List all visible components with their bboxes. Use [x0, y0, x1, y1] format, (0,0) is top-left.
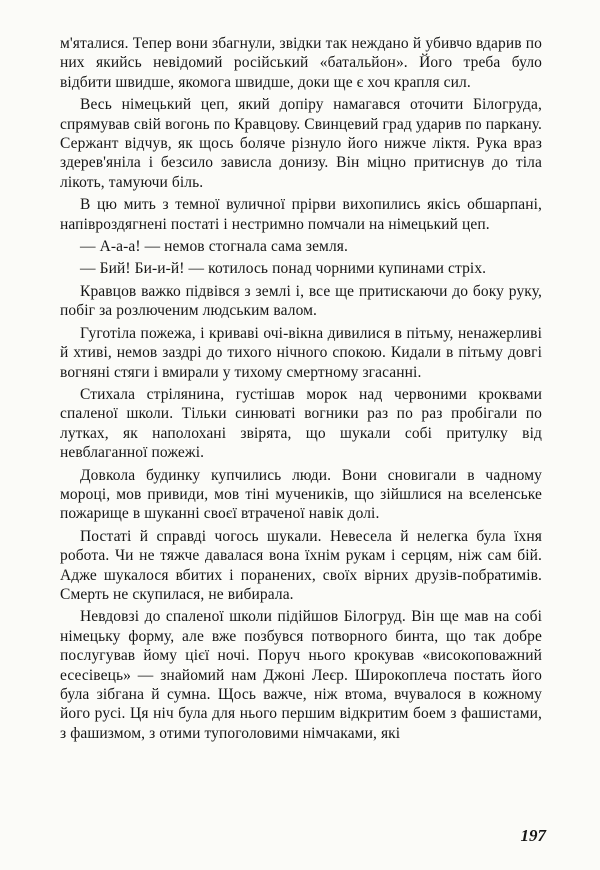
body-text [60, 34, 542, 746]
paragraph-11: Невдовзі до спаленої школи підійшов Білогруд. Він ще мав на собі німецьку форму, але вже позбувся потворного бинта, що так добре послугував йому цієї ночі. Поруч нього крокував «високоповажний есесівець» — знайомий нам Джоні Леєр. Широкоплеча постать його була зібгана й сумна. Щось важче, ніж втома, вчувалося в кожному його русі. Ця ніч була для нього першим відкритим боем з фашистами, з фашизмом, з отими тупоголовими німчаками, які [60, 608, 542, 742]
paragraph-9: Довкола будинку купчились люди. Вони сновигали в чадному мороці, мов привиди, мов тіні мучеників, що зійшлися на вселенське пожарище в шуканні своєї втраченої навік долі. [60, 466, 542, 523]
paragraph-1: м'яталися. Тепер вони збагнули, звідки так неждано й убивчо вдарив по них якийсь невідомий російський «батальйон». Його треба було відбити швидше, якомога швидше, доки ще є хоч крапля сил. [60, 35, 542, 91]
paragraph-10: Постаті й справді чогось шукали. Невесела й нелегка була їхня робота. Чи не тяжче давалася вона їхнім рукам і серцям, ніж сам бій. Адже шукалося вбитих і поранених, своїх вірних друзів-побратимів. Смерть не скупилася, не вибирала. [60, 527, 542, 603]
paragraph-8: Стихала стрілянина, густішав морок над червоними кроквами спаленої школи. Тільки синюваті вогники раз по раз пробігали по лутках, як наполохані звірята, що шукали собі притулку від невблаганної пожежі. [60, 385, 542, 462]
paragraph-6: Кравцов важко підвівся з землі і, все ще притискаючи до боку руку, побіг за розлюченим людським валом. [60, 282, 542, 320]
paragraph-3: В цю мить з темної вуличної прірви вихопились якісь обшарпані, напівроздягнені постаті і нестримно помчали на німецький цеп. [60, 196, 542, 233]
paragraph-4: — А-а-а! — немов стогнала сама земля. [80, 238, 349, 256]
page-number: 197 [520, 826, 546, 845]
paragraph-7: Гуготіла пожежа, і криваві очі-вікна дивилися в пітьму, ненажерливі й хтиві, немов заздрі до тихого нічного спокою. Кидали в пітьму довгі вогняні стяги і вмирали у тихому смертному згасанні. [60, 324, 542, 381]
paragraph-5: — Бий! Би-и-й! — котилось понад чорними купинами стріх. [80, 260, 487, 278]
paragraph-2: Весь німецький цеп, який допіру намагався оточити Білогруда, спрямував свій вогонь по Кравцову. Свинцевий град ударив по паркану. Сержант відчув, як щось боляче різнуло його нижче ліктя. Рука враз здерев'яніла і безсило зависла донизу. Він міцно притиснув до тіла лікоть, тамуючи біль. [60, 96, 542, 191]
